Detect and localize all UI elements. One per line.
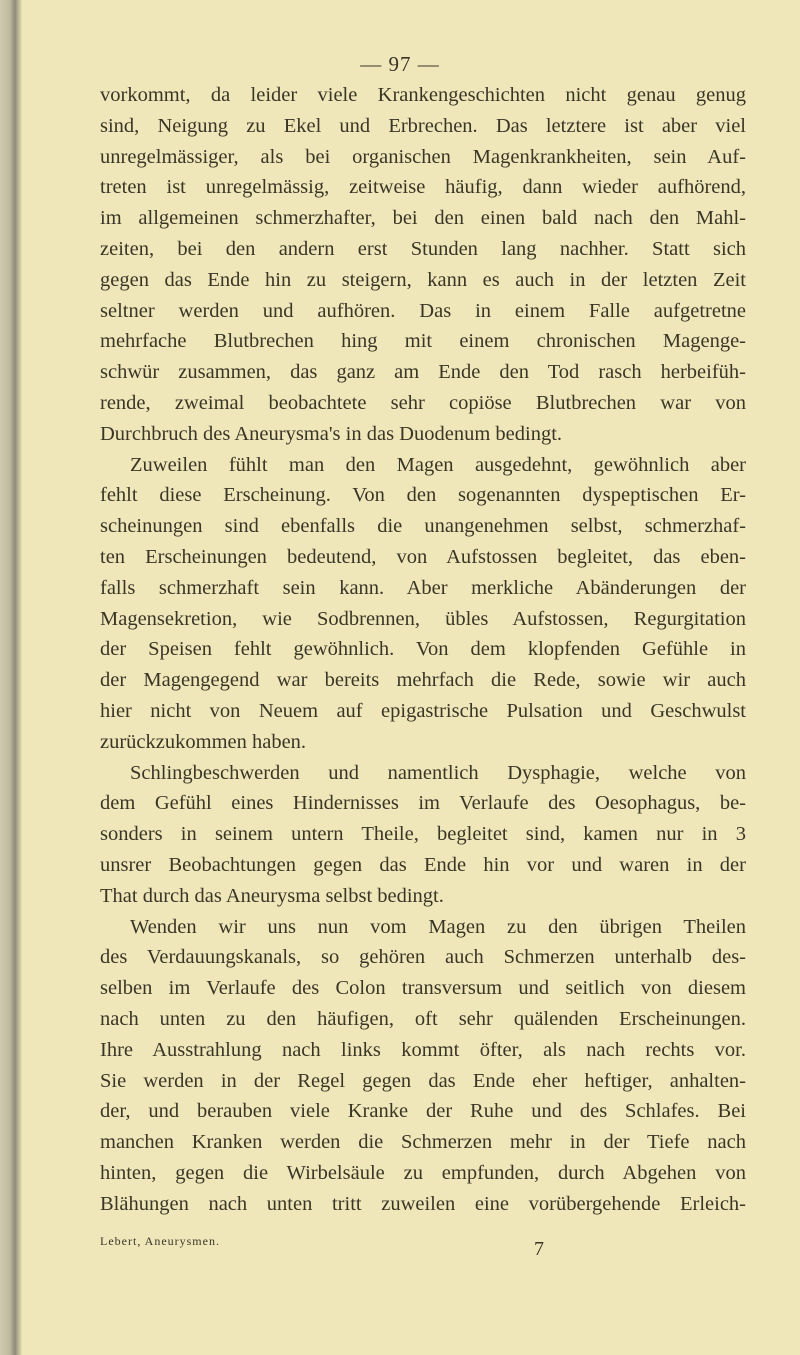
text-line: vorkommt, da leider viele Krankengeschichten nicht genau genug [100,84,746,106]
page-footer [100,1234,746,1258]
text-line: mehrfache Blutbrechen hing mit einem chronischen Magenge- [100,330,746,353]
text-line: dem Gefühl eines Hindernisses im Verlaufe des Oesophagus, be- [100,792,746,815]
text-line: der Speisen fehlt gewöhnlich. Von dem klopfenden Gefühle in [100,638,746,661]
text-line: rende, zweimal beobachtete sehr copiöse Blutbrechen war von [100,391,746,414]
text-line: Magensekretion, wie Sodbrennen, übles Aufstossen, Regurgitation [100,607,746,630]
text-line: That durch das Aneurysma selbst bedingt. [100,884,444,907]
page-number-header: — 97 — [360,52,440,76]
text-line: unregelmässiger, als bei organischen Magenkrankheiten, sein Auf- [100,145,746,168]
text-line: des Verdauungskanals, so gehören auch Schmerzen unterhalb des- [100,946,746,969]
text-line: unsrer Beobachtungen gegen das Ende hin vor und waren in der [100,853,746,876]
text-line: im allgemeinen schmerzhafter, bei den einen bald nach den Mahl- [100,207,746,230]
text-line: nach unten zu den häufigen, oft sehr quälenden Erscheinungen. [100,1007,746,1030]
text-line: zeiten, bei den andern erst Stunden lang nachher. Statt sich [100,237,746,260]
text-line: selben im Verlaufe des Colon transversum und seitlich von diesem [100,977,746,1000]
text-line: Sie werden in der Regel gegen das Ende eher heftiger, anhalten- [100,1069,746,1092]
text-line: scheinungen sind ebenfalls die unangenehmen selbst, schmerzhaf- [100,515,746,538]
signature-mark: 7 [534,1238,544,1260]
text-line: seltner werden und aufhören. Das in einem Falle aufgetretne [100,299,746,322]
text-line: zurückzukommen haben. [100,730,307,753]
text-line: der Magengegend war bereits mehrfach die Rede, sowie wir auch [100,669,746,692]
text-line: ten Erscheinungen bedeutend, von Aufstossen begleitet, das eben- [100,545,746,568]
text-line: Zuweilen fühlt man den Magen ausgedehnt, gewöhnlich aber [130,453,746,476]
footer-author: Lebert, Aneurysmen. [100,1234,220,1248]
text-line: der, und berauben viele Kranke der Ruhe und des Schlafes. Bei [100,1100,746,1123]
page-body-text [100,80,746,1219]
text-line: Durchbruch des Aneurysma's in das Duodenum bedingt. [100,422,563,445]
text-line: falls schmerzhaft sein kann. Aber merkliche Abänderungen der [100,576,746,599]
text-line: manchen Kranken werden die Schmerzen mehr in der Tiefe nach [100,1131,746,1154]
text-line: Wenden wir uns nun vom Magen zu den übrigen Theilen [130,915,746,938]
text-line: fehlt diese Erscheinung. Von den sogenannten dyspeptischen Er- [100,484,746,507]
text-line: treten ist unregelmässig, zeitweise häufig, dann wieder aufhörend, [100,176,746,199]
text-line: Blähungen nach unten tritt zuweilen eine vorübergehende Erleich- [100,1192,746,1215]
text-line: sonders in seinem untern Theile, begleitet sind, kamen nur in 3 [100,823,746,846]
text-line: schwür zusammen, das ganz am Ende den Tod rasch herbeifüh- [100,361,746,384]
text-line: Schlingbeschwerden und namentlich Dysphagie, welche von [130,761,746,784]
text-line: Ihre Ausstrahlung nach links kommt öfter, als nach rechts vor. [100,1038,746,1061]
scan-binding-edge [0,0,22,1355]
text-line: sind, Neigung zu Ekel und Erbrechen. Das letztere ist aber viel [100,114,746,137]
text-line: hinten, gegen die Wirbelsäule zu empfunden, durch Abgehen von [100,1161,746,1184]
text-line: hier nicht von Neuem auf epigastrische Pulsation und Geschwulst [100,699,746,722]
text-line: gegen das Ende hin zu steigern, kann es auch in der letzten Zeit [100,268,746,291]
